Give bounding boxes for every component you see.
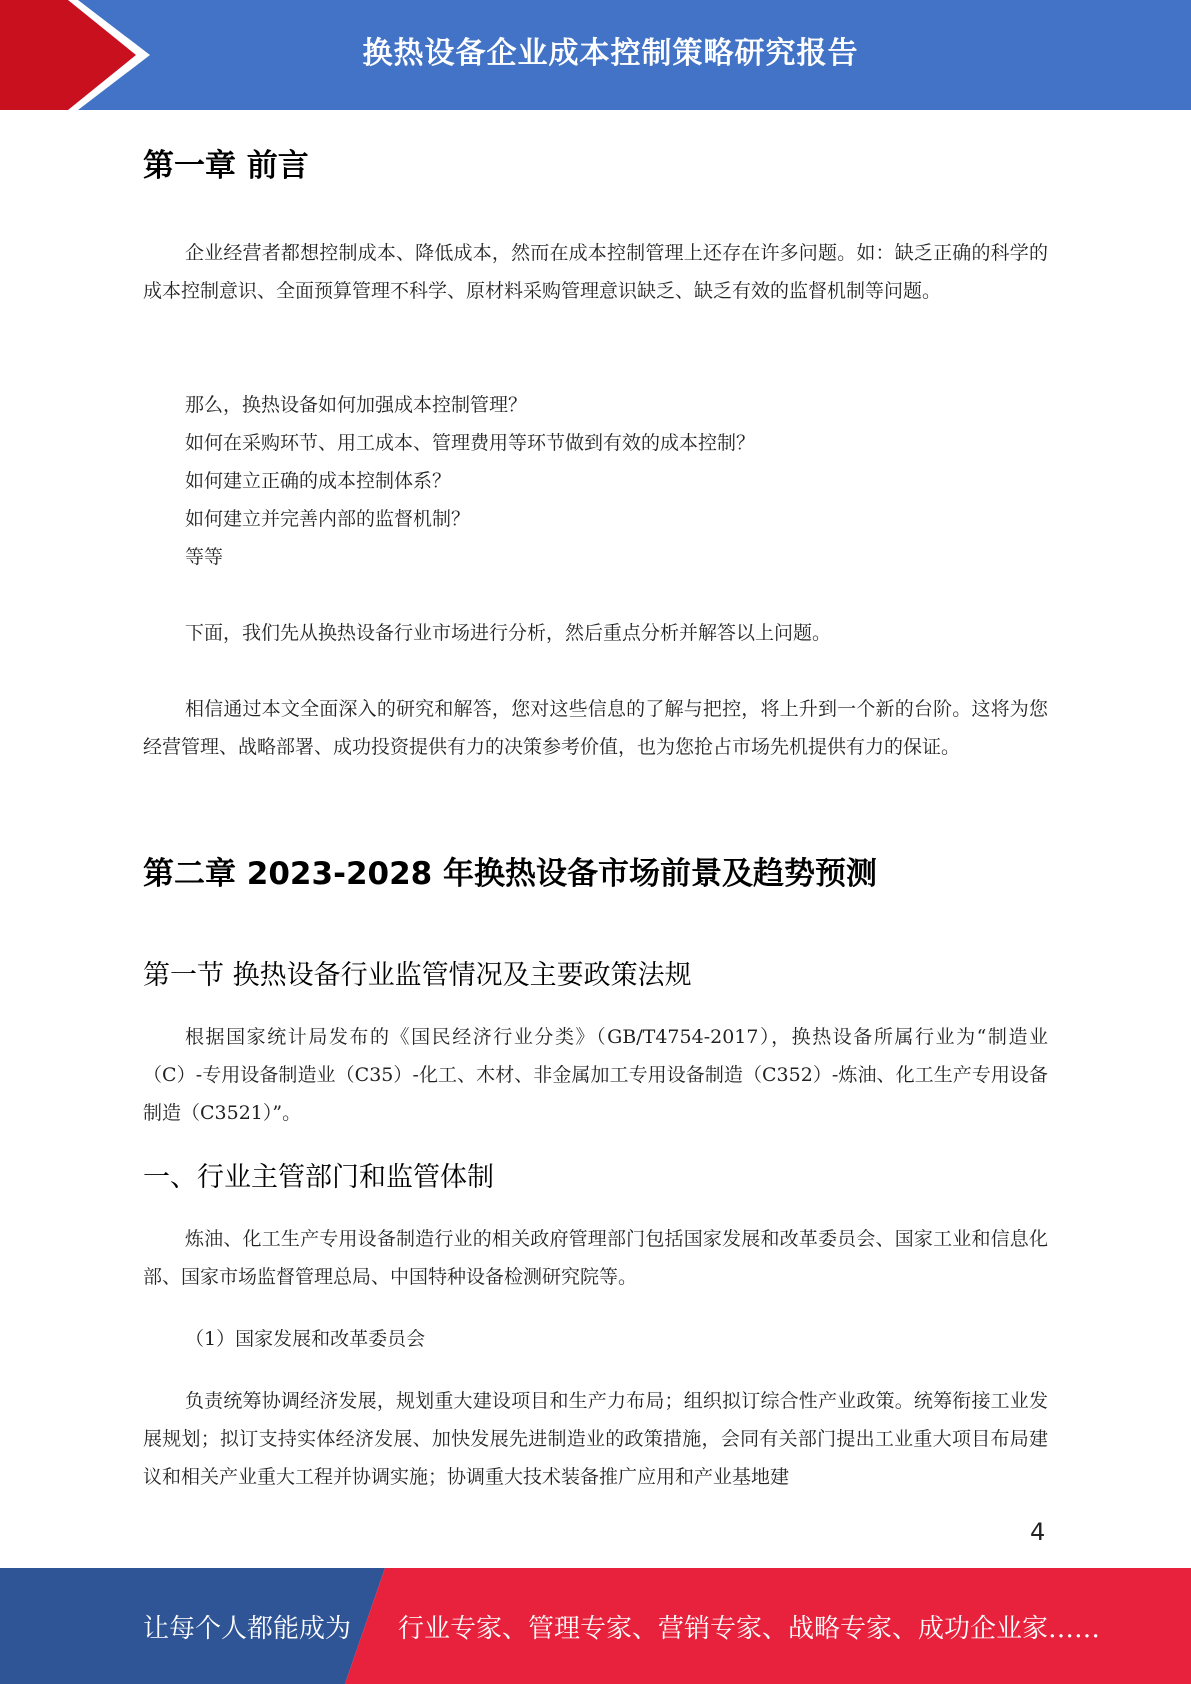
section-1-paragraph: 根据国家统计局发布的《国民经济行业分类》（GB/T4754-2017），换热设备所属行业为“制造业（C）-专用设备制造业（C35）-化工、木材、非金属加工专用设备制造（C352）-炼油、化工生产专用设备制造（C3521）”。 [143,1026,1048,1124]
question-item: 那么，换热设备如何加强成本控制管理？ [185,394,528,416]
question-item: 如何建立并完善内部的监督机制？ [185,508,471,530]
section-1-heading: 第一节 换热设备行业监管情况及主要政策法规 [143,960,692,991]
chapter-1-heading: 第一章 前言 [143,148,309,184]
footer-slogan-right: 行业专家、管理专家、营销专家、战略专家、成功企业家…… [398,1613,1101,1644]
chapter-1-intro-paragraph: 企业经营者都想控制成本、降低成本，然而在成本控制管理上还存在许多问题。如：缺乏正确的科学的成本控制意识、全面预算管理不科学、原材料采购管理意识缺乏、缺乏有效的监督机制等问题。 [143,242,1048,302]
item-1-label: （1）国家发展和改革委员会 [185,1328,426,1350]
chapter-1-analysis-paragraph: 下面，我们先从换热设备行业市场进行分析，然后重点分析并解答以上问题。 [185,622,832,644]
subsection-1-heading: 一、行业主管部门和监管体制 [143,1162,494,1193]
question-item: 如何在采购环节、用工成本、管理费用等环节做到有效的成本控制？ [185,432,756,454]
question-item: 如何建立正确的成本控制体系？ [185,470,452,492]
item-1-paragraph: 负责统筹协调经济发展，规划重大建设项目和生产力布局；组织拟订综合性产业政策。统筹衔接工业发展规划；拟订支持实体经济发展、加快发展先进制造业的政策措施，会同有关部门提出工业重大项目布局建议和相关产业重大工程并协调实施；协调重大技术装备推广应用和产业基地建 [143,1390,1048,1488]
chapter-2-heading: 第二章 2023-2028 年换热设备市场前景及趋势预测 [143,856,878,892]
page-footer [0,1568,1191,1684]
footer-slogan-left: 让每个人都能成为 [143,1613,352,1644]
chapter-1-closing-paragraph: 相信通过本文全面深入的研究和解答，您对这些信息的了解与把控，将上升到一个新的台阶。这将为您经营管理、战略部署、成功投资提供有力的决策参考价值，也为您抢占市场先机提供有力的保证。 [143,698,1048,758]
question-item: 等等 [185,546,224,568]
report-title: 换热设备企业成本控制策略研究报告 [362,36,859,71]
subsection-1-paragraph: 炼油、化工生产专用设备制造行业的相关政府管理部门包括国家发展和改革委员会、国家工业和信息化部、国家市场监督管理总局、中国特种设备检测研究院等。 [143,1228,1048,1288]
page-number: 4 [1030,1518,1046,1546]
page-header [0,0,1191,110]
